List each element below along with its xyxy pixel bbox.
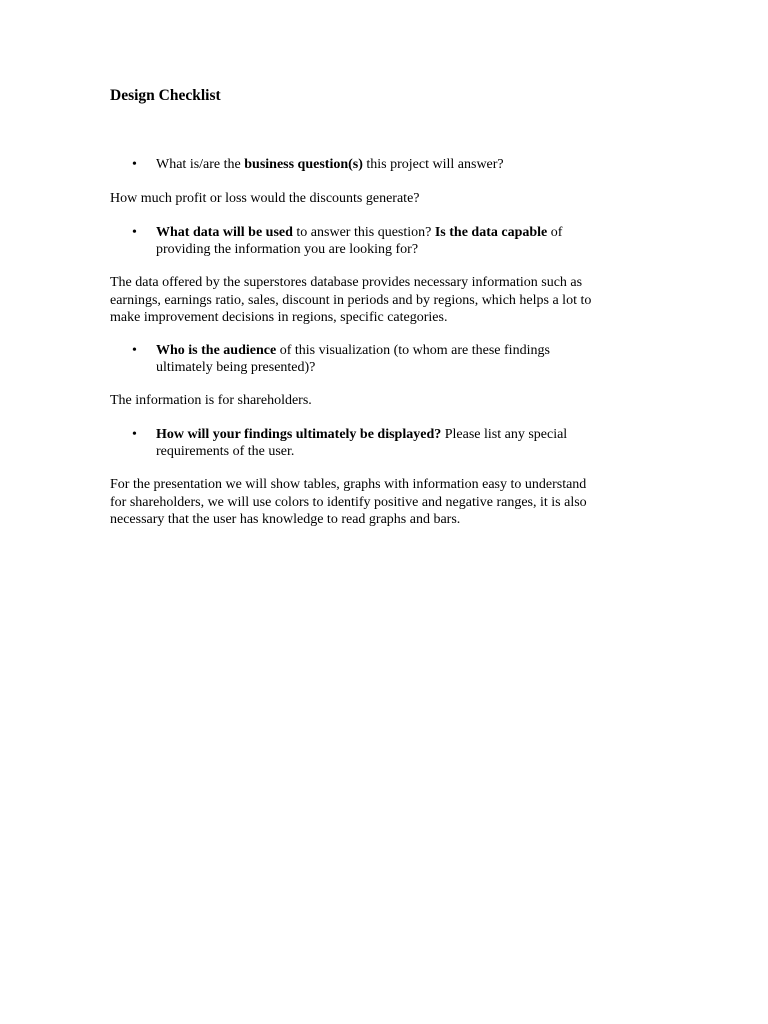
question-emphasis: Who is the audience — [156, 343, 277, 358]
answer-line: For the presentation we will show tables, graphs with information easy to understand — [110, 477, 587, 492]
question-text — [156, 342, 636, 376]
question-line — [156, 426, 636, 443]
bullet-icon: • — [132, 157, 137, 172]
answer-4 — [110, 476, 655, 529]
question-text-part: to answer this question? — [292, 225, 435, 240]
answer-2 — [110, 274, 655, 327]
answer-line: earnings, earnings ratio, sales, discount in periods and by regions, which helps a lot to — [110, 292, 592, 308]
question-text-part: of — [547, 225, 563, 240]
question-text — [156, 156, 636, 173]
question-text-part: Please list any special — [441, 427, 568, 442]
question-text — [156, 426, 636, 460]
question-line — [156, 342, 636, 359]
question-text — [156, 224, 636, 258]
bullet-icon: • — [132, 427, 137, 442]
bullet-icon: • — [132, 343, 137, 358]
answer-line: necessary that the user has knowledge to read graphs and bars. — [110, 512, 461, 527]
question-line: requirements of the user. — [156, 444, 295, 459]
question-emphasis: What data will be used — [156, 225, 293, 240]
question-line — [156, 224, 636, 241]
page-title: Design Checklist — [110, 87, 221, 104]
question-emphasis: Is the data capable — [434, 225, 548, 240]
answer-line: The data offered by the superstores database provides necessary information such as — [110, 275, 583, 290]
question-emphasis: How will your findings ultimately be displayed? — [156, 427, 442, 442]
bullet-icon: • — [132, 225, 137, 240]
answer-line: for shareholders, we will use colors to identify positive and negative ranges, it is also — [110, 494, 587, 510]
question-line: ultimately being presented)? — [156, 360, 316, 375]
question-text-part: this project will answer? — [362, 157, 504, 172]
answer-line: make improvement decisions in regions, specific categories. — [110, 310, 448, 325]
question-emphasis: business question(s) — [244, 157, 363, 172]
question-text-part: What is/are the — [156, 157, 245, 172]
answer-3: The information is for shareholders. — [110, 393, 312, 408]
answer-1: How much profit or loss would the discounts generate? — [110, 191, 420, 206]
question-line: providing the information you are looking for? — [156, 242, 419, 257]
question-text-part: of this visualization (to whom are these findings — [276, 343, 550, 358]
